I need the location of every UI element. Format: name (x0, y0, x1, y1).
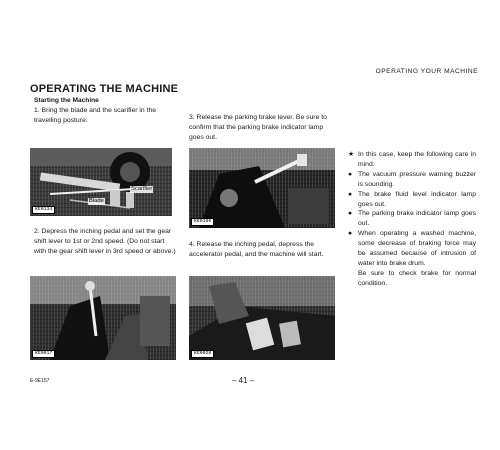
blade-label: Blade (89, 198, 104, 204)
photo-parking-brake-graphic (189, 148, 335, 228)
photo-gear-shift (30, 276, 176, 360)
note-text: In this case, keep the following care in mind. (358, 151, 476, 168)
note-text: The vacuum pressure warning buzzer is sounding. (358, 170, 476, 188)
step-4-text: 4. Release the inching pedal, depress the accelerator pedal, and the machine will start. (189, 241, 324, 258)
note-text: The brake fluid level indicator lamp goes out. (358, 190, 476, 208)
step-2-text: 2. Depress the inching pedal and set the gear shift lever to 1st or 2nd speed. (Do not start with the gear shift lever in 3rd speed or above.) (34, 228, 176, 255)
bullet-icon: ● (348, 230, 353, 238)
note-item (348, 170, 476, 190)
bullet-icon: ● (348, 210, 353, 218)
bullet-icon: ● (348, 190, 353, 198)
step-1-text: 1. Bring the blade and the scarifier in the travelling posture. (34, 107, 157, 124)
page-title: OPERATING THE MACHINE (30, 83, 179, 95)
star-icon: ★ (348, 151, 355, 158)
note-item (348, 269, 476, 289)
note-indent (348, 269, 358, 289)
bullet-icon: ● (348, 170, 353, 178)
step-3-text: 3. Release the parking brake lever. Be sure to confirm that the parking brake indicator lamp goes out. (189, 114, 327, 141)
document-code: E-9E157 (30, 378, 50, 384)
page-number: – 41 – (232, 376, 255, 385)
photo-pedals (189, 276, 335, 360)
scarifier-label: Scarifier (131, 186, 153, 192)
photo-tag: KE0028 (191, 350, 214, 358)
note-item (348, 229, 476, 269)
note-item (348, 190, 476, 210)
note-item (348, 150, 476, 170)
note-item (348, 209, 476, 229)
photo-gear-shift-graphic (30, 276, 176, 360)
photo-tag: KE0166 (191, 218, 214, 226)
photo-pedals-graphic (189, 276, 335, 360)
notes-list (348, 150, 476, 289)
section-header: OPERATING YOUR MACHINE (375, 68, 478, 75)
page-subtitle: Starting the Machine (34, 97, 99, 104)
note-text: The parking brake indicator lamp goes out. (358, 210, 476, 228)
note-text: When operating a washed machine, some decrease of braking force may be assumed because of intrusion of water into brake drum. (358, 230, 476, 267)
photo-tag: KE0017 (32, 350, 55, 358)
photo-tag: KE0134 (32, 206, 55, 214)
note-text: Be sure to check brake for normal condition. (358, 269, 476, 287)
photo-parking-brake (189, 148, 335, 228)
photo-blade-scarifier (30, 148, 172, 216)
